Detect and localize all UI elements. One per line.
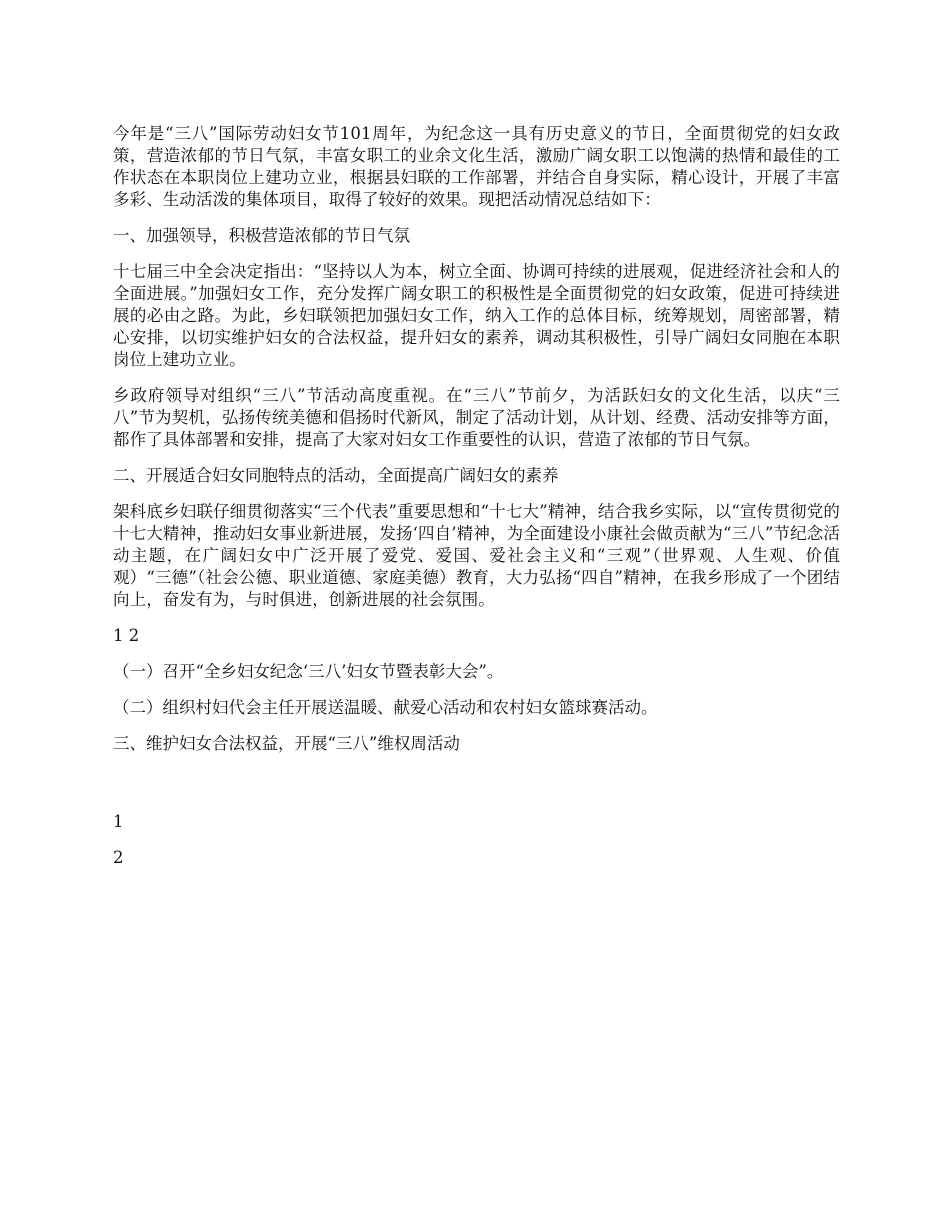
section-1-heading: 一、加强领导，积极营造浓郁的节日气氛	[113, 226, 410, 245]
intro-paragraph: 今年是“三八”国际劳动妇女节101周年，为纪念这一具有历史意义的节日，全面贯彻党的妇女政策，营造浓郁的节日气氛，丰富女职工的业余文化生活，激励广阔女职工以饱满的热情和最佳的工作状态在本职岗位上建功立业，根据县妇联的工作部署，并结合自身实际，精心设计，开展了丰富多彩、生动活泼的集体项目，取得了较好的效果。现把活动情况总结如下：	[113, 124, 840, 209]
section-1-paragraph-2: 乡政府领导对组织“三八”节活动高度重视。在“三八”节前夕，为活跃妇女的文化生活，以庆“三八”节为契机，弘扬传统美德和倡扬时代新风，制定了活动计划，从计划、经费、活动安排等方面，都作了具体部署和安排，提高了大家对妇女工作重要性的认识，营造了浓郁的节日气氛。	[113, 386, 840, 449]
list-item-2: （二）组织村妇代会主任开展送温暖、献爱心活动和农村妇女篮球赛活动。	[113, 698, 658, 717]
footer-number-1: 1	[113, 812, 124, 831]
footer-number-2: 2	[113, 848, 124, 867]
section-1-paragraph-1: 十七届三中全会决定指出：“坚持以人为本，树立全面、协调可持续的进展观，促进经济社会和人的全面进展。”加强妇女工作，充分发挥广阔女职工的积极性是全面贯彻党的妇女政策，促进可持续进展的必由之路。为此，乡妇联领把加强妇女工作，纳入工作的总体目标，统筹规划，周密部署，精心安排，以切实维护妇女的合法权益，提升妇女的素养，调动其积极性，引导广阔妇女同胞在本职岗位上建功立业。	[113, 262, 840, 369]
page-marker: 1 2	[113, 626, 140, 645]
list-item-1: （一）召开“全乡妇女纪念‘三八’妇女节暨表彰大会”。	[113, 662, 504, 681]
section-3-heading: 三、维护妇女合法权益，开展“三八”维权周活动	[113, 734, 460, 753]
spacer	[113, 769, 840, 811]
section-2-heading: 二、开展适合妇女同胞特点的活动，全面提高广阔妇女的素养	[113, 466, 559, 485]
document-page	[113, 123, 840, 883]
section-2-paragraph-1: 架科底乡妇联仔细贯彻落实“三个代表”重要思想和“十七大”精神，结合我乡实际，以“宣传贯彻党的十七大精神，推动妇女事业新进展，发扬‘四自’精神，为全面建设小康社会做贡献为“三八”节纪念活动主题，在广阔妇女中广泛开展了爱党、爱国、爱社会主义和“三观”（世界观、人生观、价值观）“三德”（社会公德、职业道德、家庭美德）教育，大力弘扬“四自”精神，在我乡形成了一个团结向上，奋发有为，与时俱进，创新进展的社会氛围。	[113, 502, 840, 609]
